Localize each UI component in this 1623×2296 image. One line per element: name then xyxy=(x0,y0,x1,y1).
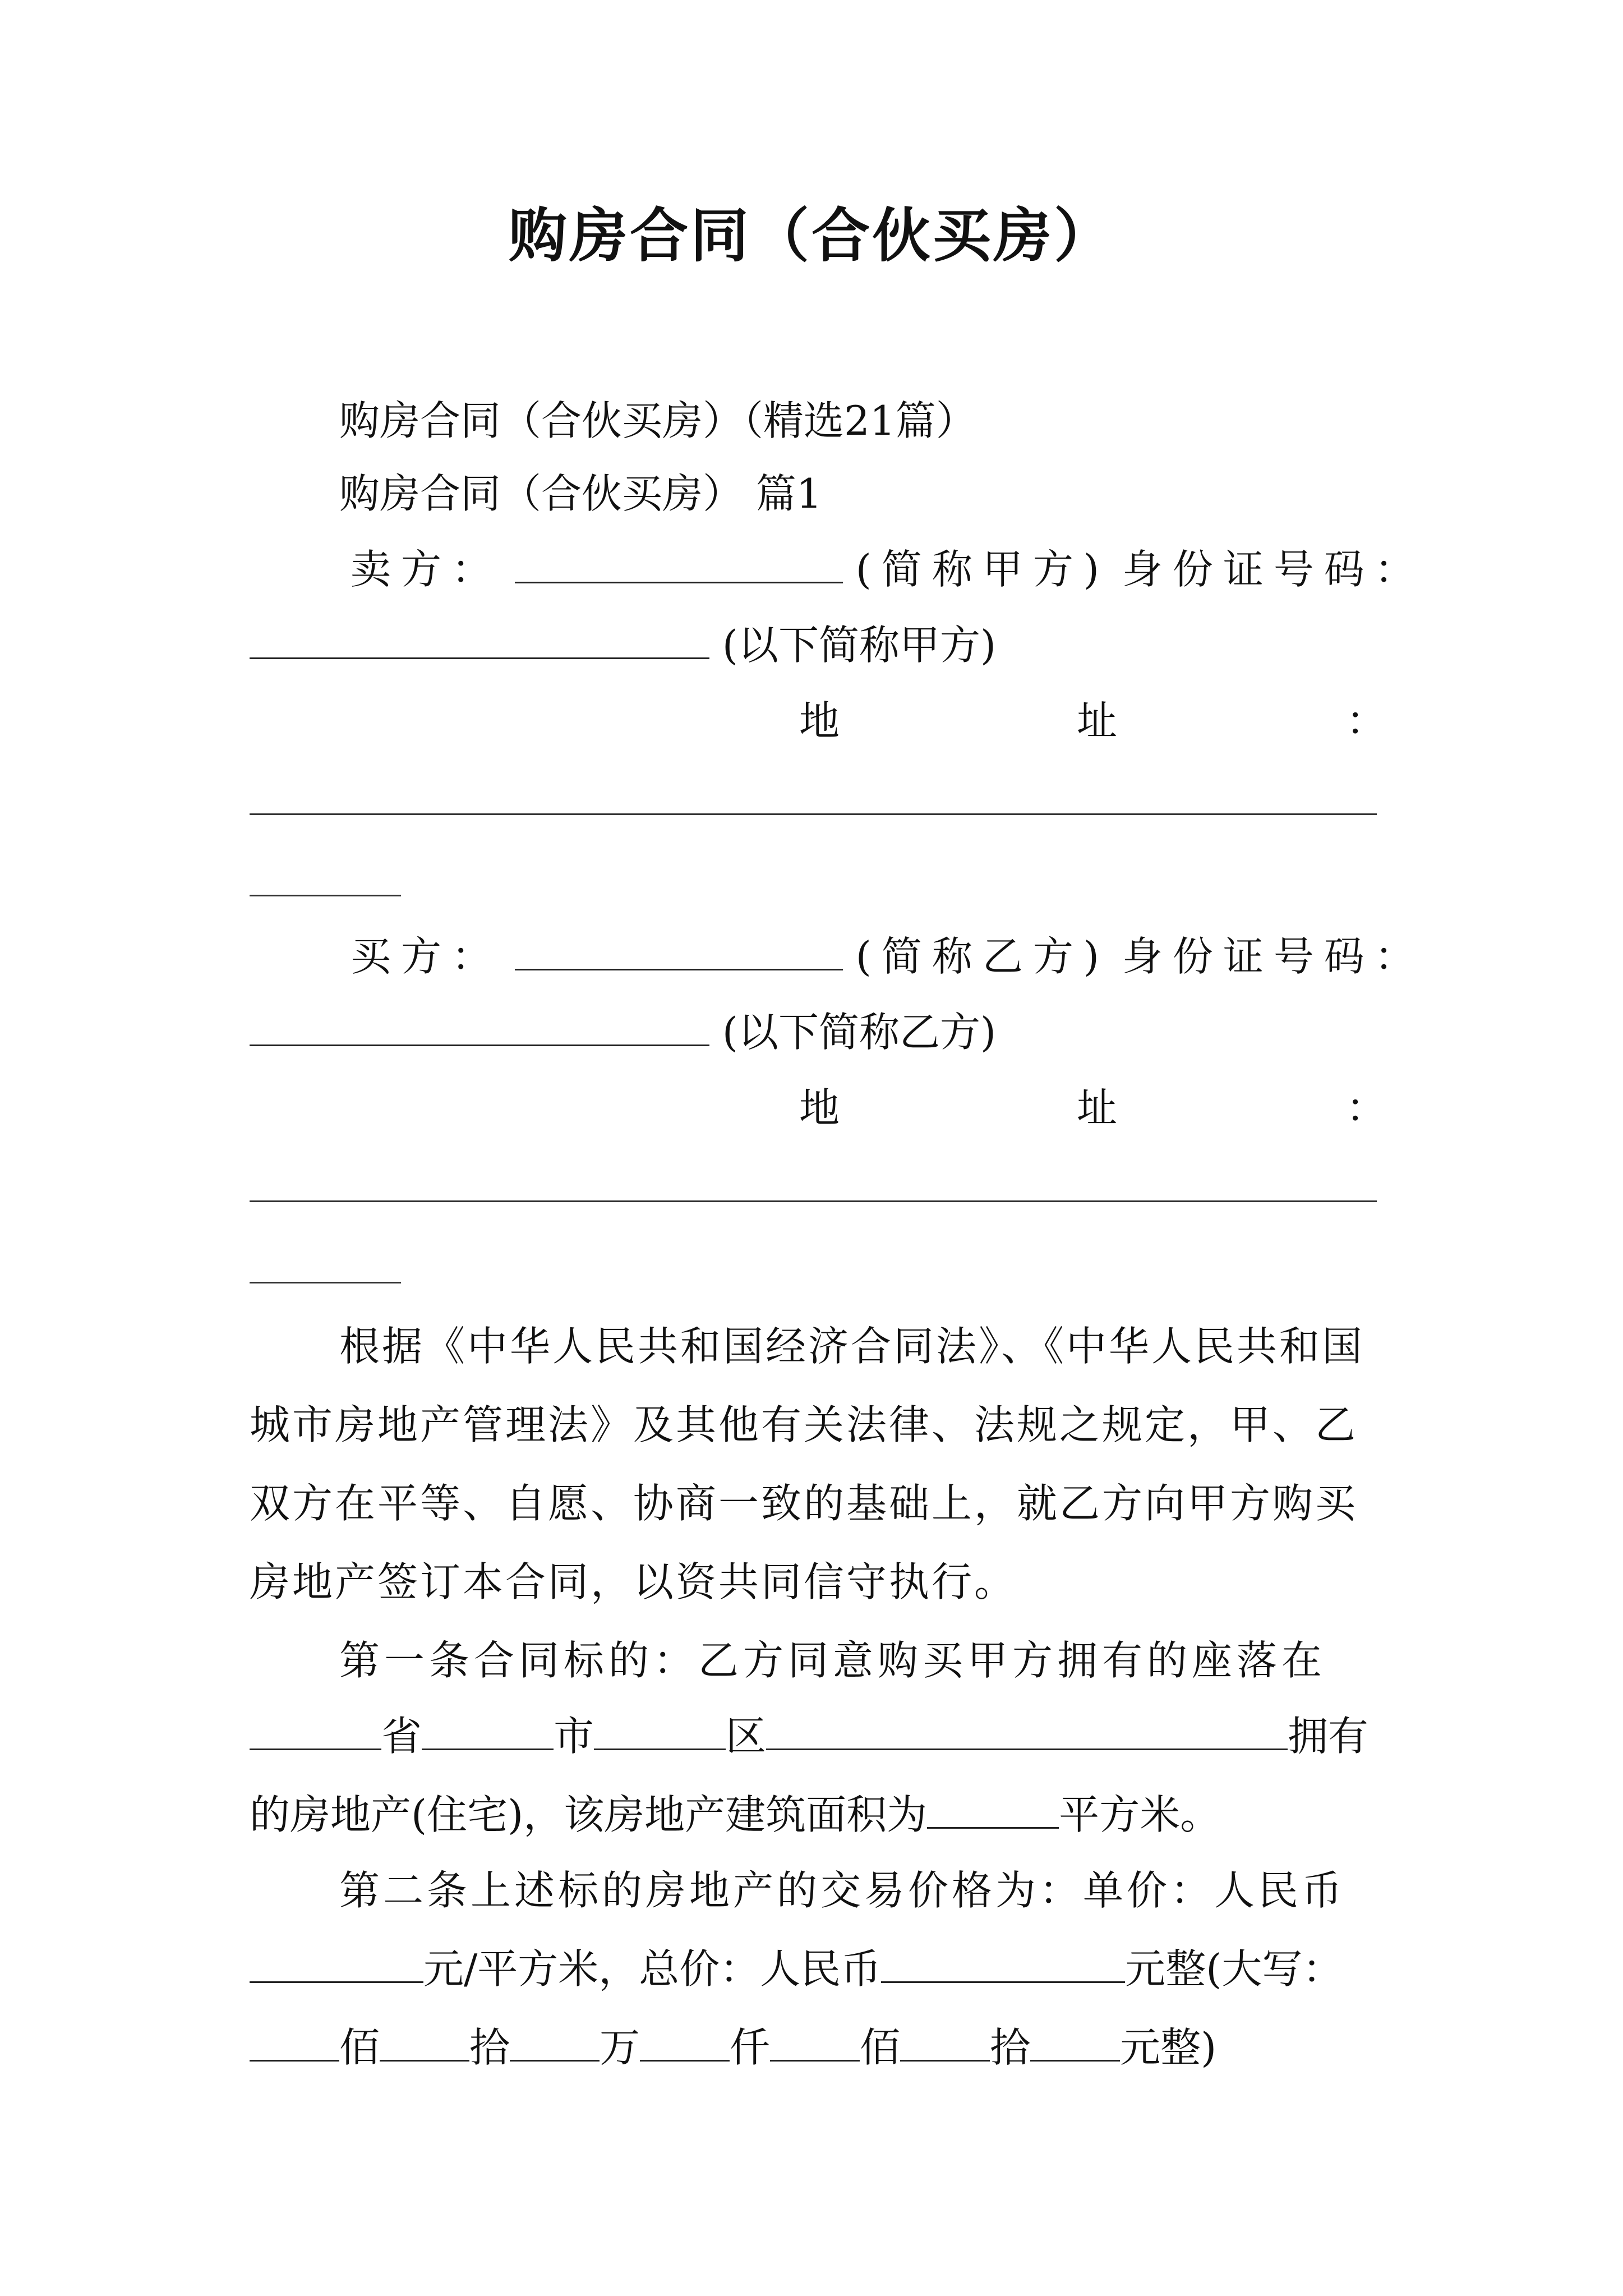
province-label: 省 xyxy=(381,1713,422,1760)
seller-id-blank xyxy=(250,618,709,659)
area-blank xyxy=(927,1788,1059,1829)
digit-label-5: 佰 xyxy=(860,2024,901,2071)
article-2-line-2 xyxy=(250,1941,1343,1997)
unit-price-blank xyxy=(250,1942,423,1983)
article-1-line-1: 第一条合同标的：乙方同意购买甲方拥有的座落在 xyxy=(339,1637,1327,1684)
district-blank xyxy=(594,1709,726,1750)
digit-label-2: 拾 xyxy=(469,2024,510,2071)
digit-blank-2 xyxy=(380,2021,469,2062)
total-price-blank xyxy=(881,1942,1125,1983)
digit-label-4: 仟 xyxy=(730,2024,771,2071)
total-price-suffix: 元整(大写： xyxy=(1125,1945,1343,1993)
digit-blank-7 xyxy=(1030,2021,1120,2062)
digit-blank-3 xyxy=(510,2021,600,2062)
buyer-id-suffix: (以下简称乙方) xyxy=(722,1009,997,1056)
buyer-address-colon: ： xyxy=(1346,1084,1387,1131)
seller-id-suffix: (以下简称甲方) xyxy=(722,622,997,669)
digit-label-3: 万 xyxy=(600,2024,640,2071)
unit-price-text: 元/平方米，总价：人民币 xyxy=(423,1945,882,1993)
collection-heading: 购房合同（合伙买房）（精选21篇） xyxy=(339,397,976,444)
seller-address-char1: 地 xyxy=(799,697,840,744)
seller-label: 卖方： xyxy=(351,546,502,593)
preamble-line-4: 房地产签订本合同，以资共同信守执行。 xyxy=(250,1558,1017,1605)
seller-abbr: (简称甲方) xyxy=(855,546,1109,593)
preamble-line-1: 根据《中华人民共和国经济合同法》、《中华人民共和国 xyxy=(339,1323,1365,1370)
buyer-address-char1: 地 xyxy=(799,1084,840,1131)
buyer-id-blank xyxy=(250,1005,709,1046)
digit-blank-4 xyxy=(640,2021,730,2062)
digit-blank-6 xyxy=(900,2021,990,2062)
buyer-address-char2: 址 xyxy=(1077,1084,1118,1131)
buyer-name-blank xyxy=(515,930,843,970)
city-label: 市 xyxy=(554,1713,594,1760)
seller-address-colon: ： xyxy=(1346,697,1387,744)
document-title: 购房合同（合伙买房） xyxy=(508,201,1114,270)
owned-label: 拥有 xyxy=(1288,1713,1369,1760)
seller-address-blank xyxy=(250,813,1377,815)
district-label: 区 xyxy=(726,1713,767,1760)
piece-heading: 购房合同（合伙买房） 篇1 xyxy=(339,470,822,517)
seller-id-label: 身份证号码： xyxy=(1122,546,1425,593)
article-1-line-3 xyxy=(250,1787,1220,1843)
buyer-address-blank xyxy=(250,1200,1377,1202)
digit-label-1: 佰 xyxy=(339,2024,380,2071)
buyer-line xyxy=(351,928,1425,984)
digit-label-6: 拾 xyxy=(990,2024,1031,2071)
digit-label-7: 元整) xyxy=(1120,2024,1217,2071)
preamble-line-3: 双方在平等、自愿、协商一致的基础上，就乙方向甲方购买 xyxy=(250,1480,1358,1527)
article-2-line-1: 第二条上述标的房地产的交易价格为：单价：人民币 xyxy=(339,1867,1346,1914)
article-2-line-3 xyxy=(250,2019,1216,2076)
area-unit: 平方米。 xyxy=(1059,1791,1221,1838)
preamble-line-2: 城市房地产管理法》及其他有关法律、法规之规定，甲、乙 xyxy=(250,1401,1358,1448)
article-1-line-2 xyxy=(250,1708,1368,1764)
city-blank xyxy=(422,1709,554,1750)
seller-id-line xyxy=(250,617,996,673)
area-text: 的房地产(住宅)，该房地产建筑面积为 xyxy=(250,1791,928,1838)
buyer-abbr: (简称乙方) xyxy=(855,933,1109,980)
buyer-id-line xyxy=(250,1004,996,1060)
location-blank xyxy=(766,1709,1288,1750)
digit-blank-1 xyxy=(250,2021,339,2062)
buyer-id-label: 身份证号码： xyxy=(1122,933,1425,980)
seller-address-char2: 址 xyxy=(1077,697,1118,744)
digit-blank-5 xyxy=(770,2021,860,2062)
seller-name-blank xyxy=(515,542,843,583)
province-blank xyxy=(250,1709,381,1750)
seller-address-blank-end xyxy=(250,895,401,896)
buyer-label: 买方： xyxy=(351,933,502,980)
buyer-address-blank-end xyxy=(250,1282,401,1283)
seller-line xyxy=(351,541,1425,597)
